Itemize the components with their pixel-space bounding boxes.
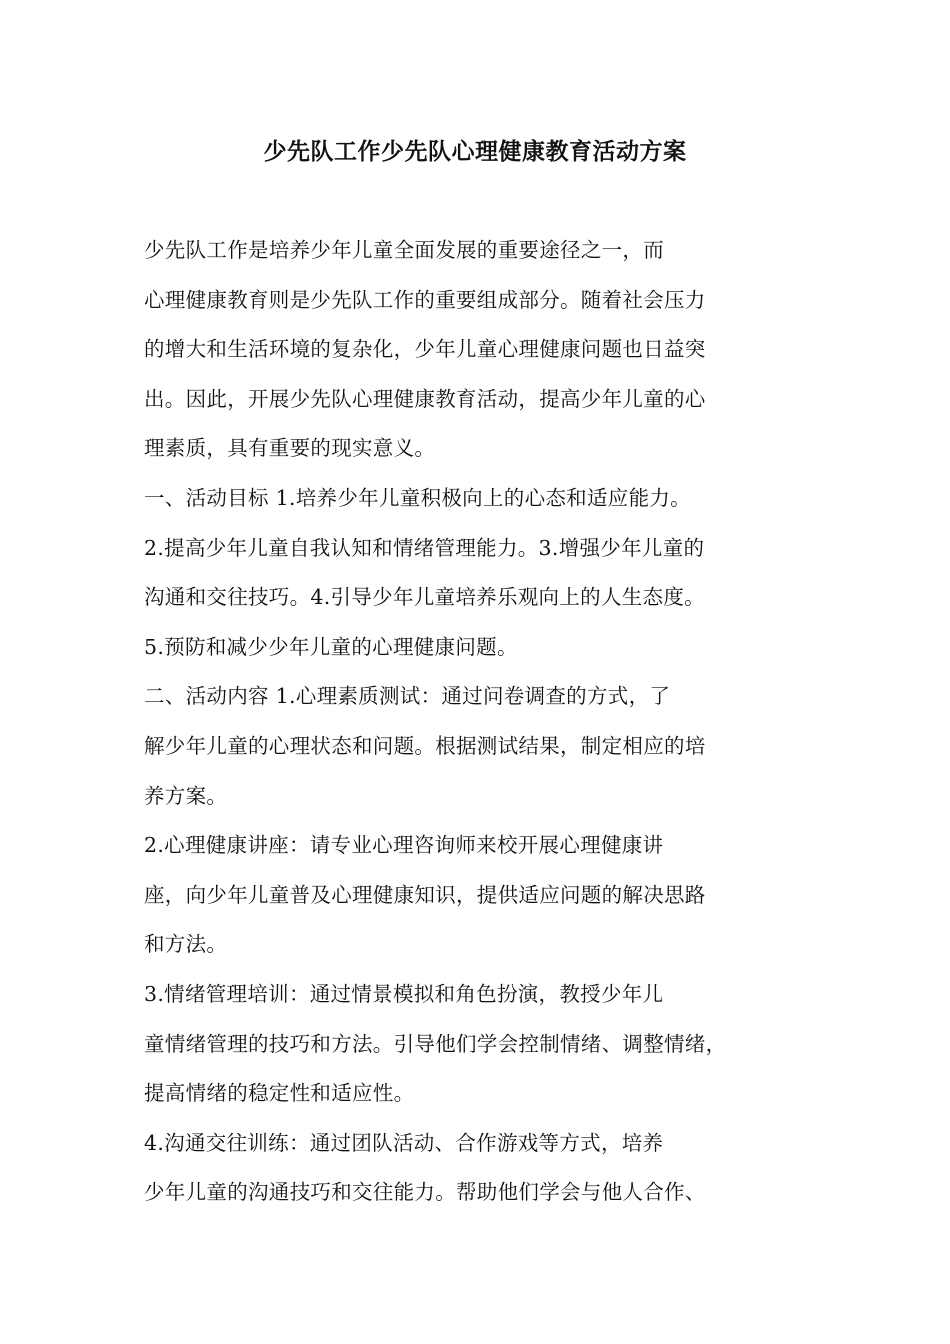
body-line: 一、活动目标 1.培养少年儿童积极向上的心态和适应能力。 bbox=[144, 485, 691, 510]
body-line: 5.预防和减少少年儿童的心理健康问题。 bbox=[144, 634, 518, 659]
body-line: 童情绪管理的技巧和方法。引导他们学会控制情绪、调整情绪， bbox=[144, 1031, 727, 1056]
document-body bbox=[144, 232, 784, 1224]
body-line: 2.提高少年儿童自我认知和情绪管理能力。3.增强少年儿童的 bbox=[144, 535, 705, 560]
body-line: 的增大和生活环境的复杂化，少年儿童心理健康问题也日益突 bbox=[144, 337, 706, 362]
body-line: 3.情绪管理培训：通过情景模拟和角色扮演，教授少年儿 bbox=[144, 981, 664, 1006]
body-line: 出。因此，开展少先队心理健康教育活动，提高少年儿童的心 bbox=[144, 386, 706, 411]
body-line: 4.沟通交往训练：通过团队活动、合作游戏等方式，培养 bbox=[144, 1130, 664, 1155]
body-line: 理素质，具有重要的现实意义。 bbox=[144, 436, 436, 461]
body-line: 少先队工作是培养少年儿童全面发展的重要途径之一，而 bbox=[144, 238, 664, 262]
body-line: 提高情绪的稳定性和适应性。 bbox=[144, 1081, 415, 1106]
body-line: 少年儿童的沟通技巧和交往能力。帮助他们学会与他人合作、 bbox=[144, 1180, 706, 1205]
body-line: 养方案。 bbox=[144, 783, 228, 808]
body-line: 座，向少年儿童普及心理健康知识，提供适应问题的解决思路 bbox=[144, 882, 706, 907]
body-line: 2.心理健康讲座：请专业心理咨询师来校开展心理健康讲 bbox=[144, 833, 664, 858]
body-line: 解少年儿童的心理状态和问题。根据测试结果，制定相应的培 bbox=[144, 733, 706, 758]
document-title: 少先队工作少先队心理健康教育活动方案 bbox=[263, 138, 687, 165]
body-line: 沟通和交往技巧。4.引导少年儿童培养乐观向上的人生态度。 bbox=[144, 585, 705, 610]
body-line: 二、活动内容 1.心理素质测试：通过问卷调查的方式，了 bbox=[144, 684, 671, 709]
body-line: 和方法。 bbox=[144, 932, 228, 957]
body-line: 心理健康教育则是少先队工作的重要组成部分。随着社会压力 bbox=[144, 287, 706, 312]
